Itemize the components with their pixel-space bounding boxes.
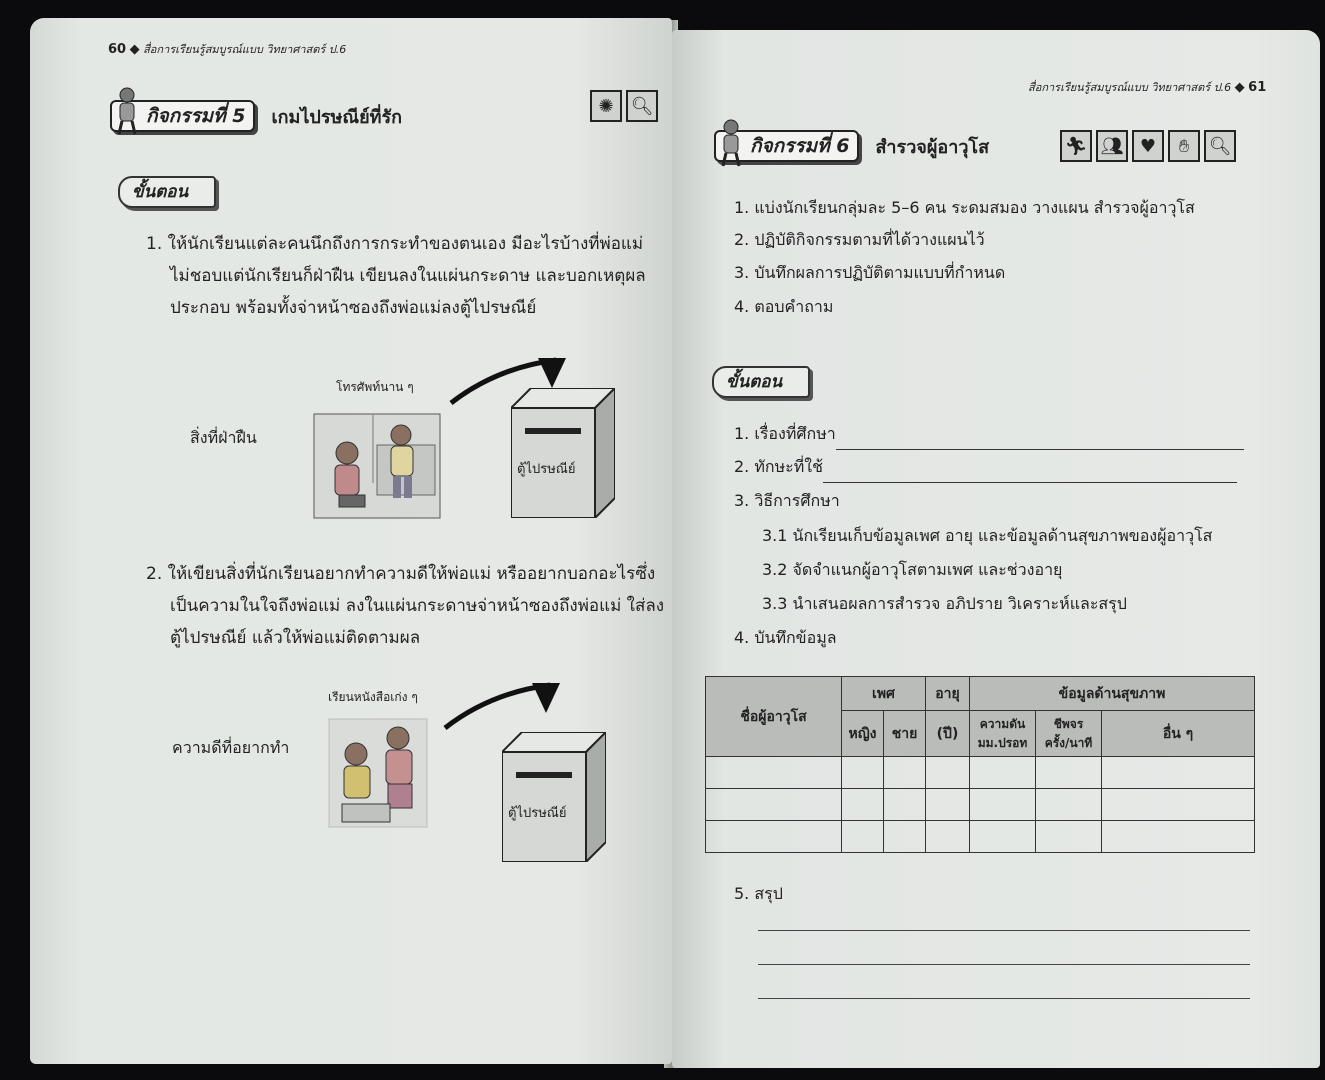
method-step-3: 3.3 นำเสนอผลการสำรวจ อภิปราย วิเคราะห์และสรุป	[762, 594, 1127, 613]
table-header-blood-pressure: ความดัน มม.ปรอท	[970, 711, 1036, 757]
left-step-2-line-3: ตู้ไปรษณีย์ แล้วให้พ่อแม่ติดตามผล	[170, 628, 421, 648]
left-header-book-title: สื่อการเรียนรู้สมบูรณ์แบบ วิทยาศาสตร์ ป.6	[143, 43, 347, 56]
left-step-1	[146, 228, 666, 324]
left-header-diamond: ◆	[129, 42, 140, 57]
table-header-female: หญิง	[842, 711, 884, 757]
table-row	[706, 789, 1255, 821]
table-header-age: อายุ	[926, 677, 970, 711]
right-header-book-title: สื่อการเรียนรู้สมบูรณ์แบบ วิทยาศาสตร์ ป.6	[1028, 81, 1232, 94]
figure-1-side-label: สิ่งที่ฝ่าฝืน	[190, 428, 257, 447]
phone-call-illustration	[313, 413, 441, 519]
intro-step-2: 2. ปฏิบัติกิจกรรมตามที่ได้วางแผนไว้	[734, 230, 985, 249]
table-header-health: ข้อมูลด้านสุขภาพ	[970, 677, 1255, 711]
table-header-age-unit: (ปี)	[926, 711, 970, 757]
mascot-icon	[112, 86, 142, 136]
summary-heading: 5. สรุป	[734, 884, 783, 903]
science-skill-icon: ✺	[590, 90, 622, 122]
study-skills-label: 2. ทักษะที่ใช้	[734, 457, 823, 476]
activity-6-icons	[1060, 130, 1236, 162]
intro-step-3: 3. บันทึกผลการปฏิบัติตามแบบที่กำหนด	[734, 263, 1006, 282]
table-header-sex: เพศ	[842, 677, 926, 711]
left-step-2-num: 2.	[146, 564, 163, 584]
table-header-male: ชาย	[884, 711, 926, 757]
left-step-2-line-1: ให้เขียนสิ่งที่นักเรียนอยากทำความดีให้พ่อแม่ หรืออยากบอกอะไรซึ่ง	[167, 564, 656, 584]
heart-icon: ♥	[1132, 130, 1164, 162]
table-row	[706, 757, 1255, 789]
table-header-other: อื่น ๆ	[1102, 711, 1255, 757]
left-step-1-line-2: ไม่ชอบแต่นักเรียนก็ฝ่าฝืน เขียนลงในแผ่นกระดาษ และบอกเหตุผล	[170, 266, 646, 286]
activity-5-title: เกมไปรษณีย์ที่รัก	[271, 106, 403, 128]
figure-2-caption: เรียนหนังสือเก่ง ๆ	[328, 690, 418, 704]
intro-step-4: 4. ตอบคำถาม	[734, 297, 834, 316]
left-section-tag: ขั้นตอน	[118, 176, 216, 208]
activity-5-icons	[590, 90, 658, 122]
figure-2-side-label: ความดีที่อยากทำ	[172, 738, 290, 757]
right-header-diamond: ◆	[1234, 80, 1245, 95]
activity-5-banner	[110, 98, 402, 134]
mailbox-1-label: ตู้ไปรษณีย์	[517, 462, 576, 477]
left-step-1-line-1: ให้นักเรียนแต่ละคนนึกถึงการกระทำของตนเอง มีอะไรบ้างที่พ่อแม่	[167, 234, 644, 254]
mailbox-2	[502, 732, 606, 862]
intro-step-1: 1. แบ่งนักเรียนกลุ่มละ 5–6 คน ระดมสมอง วางแผน สำรวจผู้อาวุโส	[734, 198, 1195, 217]
activity-6-tag: กิจกรรมที่ 6	[714, 130, 859, 162]
arrow-icon	[440, 673, 570, 733]
left-page-number: 60	[108, 42, 127, 57]
table-header-pulse: ชีพจร ครั้ง/นาที	[1036, 711, 1102, 757]
study-skills	[734, 451, 1256, 483]
mailbox-2-label: ตู้ไปรษณีย์	[508, 806, 567, 821]
mascot-icon	[716, 118, 746, 168]
record-heading: 4. บันทึกข้อมูล	[734, 628, 837, 647]
method-step-2: 3.2 จัดจำแนกผู้อาวุโสตามเพศ และช่วงอายุ	[762, 560, 1063, 579]
method-step-1: 3.1 นักเรียนเก็บข้อมูลเพศ อายุ และข้อมูลด้านสุขภาพของผู้อาวุโส	[762, 526, 1213, 545]
hands-icon: ✋︎	[1168, 130, 1200, 162]
summary-line-2[interactable]	[758, 964, 1250, 965]
summary-line-3[interactable]	[758, 998, 1250, 999]
table-row	[706, 821, 1255, 853]
left-step-2-line-2: เป็นความในใจถึงพ่อแม่ ลงในแผ่นกระดาษจ่าหน้าซองถึงพ่อแม่ ใส่ลง	[170, 596, 665, 616]
table-header-name: ชื่อผู้อาวุโส	[706, 677, 842, 757]
activity-6-banner	[714, 128, 989, 164]
mailbox-1	[511, 388, 615, 518]
running-person-icon: 🏃︎	[1060, 130, 1092, 162]
right-page-number: 61	[1248, 80, 1267, 95]
study-method: 3. วิธีการศึกษา	[734, 491, 840, 510]
left-page	[30, 18, 672, 1064]
left-header	[108, 40, 346, 58]
left-step-1-line-3: ประกอบ พร้อมทั้งจ่าหน้าซองถึงพ่อแม่ลงตู้ไปรษณีย์	[170, 298, 537, 318]
elder-survey-table	[705, 676, 1255, 853]
children-reading-illustration	[328, 718, 428, 828]
left-step-1-num: 1.	[146, 234, 163, 254]
study-skills-blank[interactable]	[823, 460, 1237, 483]
activity-6-title: สำรวจผู้อาวุโส	[875, 136, 990, 158]
study-topic	[734, 418, 1256, 450]
figure-1-caption: โทรศัพท์นาน ๆ	[336, 380, 414, 394]
magnifier-icon: 🔍︎	[626, 90, 658, 122]
group-icon: 👥︎	[1096, 130, 1128, 162]
summary-line-1[interactable]	[758, 930, 1250, 931]
right-header	[1028, 78, 1266, 96]
left-step-2	[146, 558, 666, 654]
right-section-tag: ขั้นตอน	[712, 366, 810, 398]
study-topic-blank[interactable]	[836, 427, 1244, 450]
activity-5-tag: กิจกรรมที่ 5	[110, 100, 255, 132]
right-page	[672, 30, 1320, 1068]
study-topic-label: 1. เรื่องที่ศึกษา	[734, 424, 836, 443]
magnifier-icon: 🔍︎	[1204, 130, 1236, 162]
